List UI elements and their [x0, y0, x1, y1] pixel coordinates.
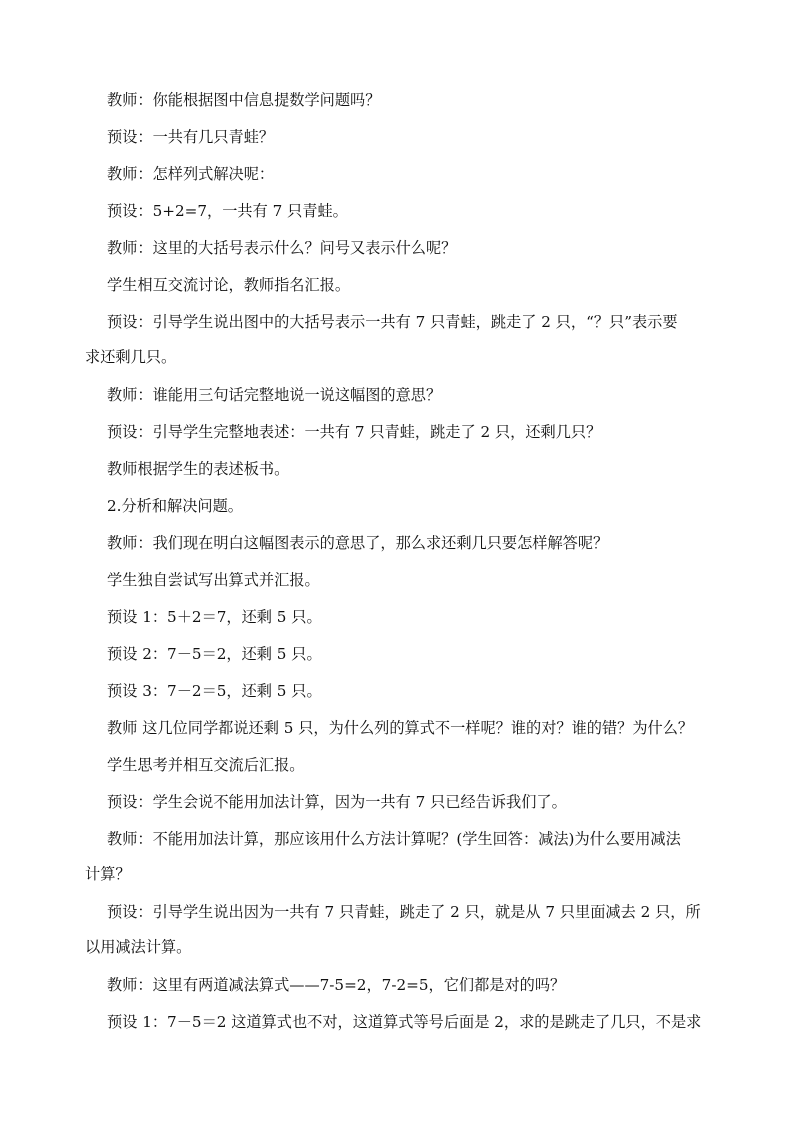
paragraph-preset-3-line-1: 预设：引导学生说出图中的大括号表示一共有 7 只青蛙，跳走了 2 只，“？只”表示要: [107, 313, 678, 331]
paragraph-teacher-question-4: 教师：谁能用三句话完整地说一说这幅图的意思？: [107, 386, 442, 404]
paragraph-preset-6-line-1: 预设：引导学生说出因为一共有 7 只青蛙，跳走了 2 只，就是从 7 只里面减去 2 只，所: [107, 903, 701, 921]
paragraph-preset-option-1: 预设 1：5＋2＝7，还剩 5 只。: [107, 608, 322, 626]
paragraph-preset-4: 预设：引导学生完整地表述：一共有 7 只青蛙，跳走了 2 只，还剩几只？: [107, 423, 602, 441]
paragraph-preset-option-2: 预设 2：7－5＝2，还剩 5 只。: [107, 645, 322, 663]
paragraph-student-report: 学生思考并相互交流后汇报。: [107, 756, 305, 774]
paragraph-student-try: 学生独自尝试写出算式并汇报。: [107, 571, 320, 589]
paragraph-preset-5: 预设：学生会说不能用加法计算，因为一共有 7 只已经告诉我们了。: [107, 793, 567, 811]
section-heading-analyze: 2.分析和解决问题。: [107, 497, 243, 515]
paragraph-preset-2: 预设：5+2=7，一共有 7 只青蛙。: [107, 202, 348, 220]
paragraph-preset-3-line-2: 求还剩几只。: [85, 348, 177, 366]
paragraph-teacher-question-5: 教师：我们现在明白这幅图表示的意思了，那么求还剩几只要怎样解答呢？: [107, 534, 609, 552]
paragraph-teacher-board: 教师根据学生的表述板书。: [107, 460, 290, 478]
paragraph-teacher-question-3: 教师：这里的大括号表示什么？问号又表示什么呢？: [107, 239, 457, 257]
paragraph-teacher-question-7-line-2: 计算？: [85, 865, 131, 883]
paragraph-teacher-question-1: 教师：你能根据图中信息提数学问题吗？: [107, 91, 381, 109]
paragraph-preset-6-line-2: 以用减法计算。: [85, 938, 192, 956]
paragraph-teacher-question-6: 教师 这几位同学都说还剩 5 只，为什么列的算式不一样呢？谁的对？谁的错？为什么？: [107, 719, 694, 737]
paragraph-teacher-question-7-line-1: 教师：不能用加法计算，那应该用什么方法计算呢？(学生回答：减法)为什么要用减法: [107, 830, 681, 848]
paragraph-student-discussion: 学生相互交流讨论，教师指名汇报。: [107, 276, 350, 294]
paragraph-preset-1: 预设：一共有几只青蛙？: [107, 128, 275, 146]
paragraph-teacher-question-8: 教师：这里有两道减法算式——7-5=2，7-2=5，它们都是对的吗？: [107, 976, 566, 994]
paragraph-preset-option-3: 预设 3：7－2＝5，还剩 5 只。: [107, 682, 322, 700]
paragraph-preset-7: 预设 1：7－5＝2 这道算式也不对，这道算式等号后面是 2，求的是跳走了几只，不是求: [107, 1013, 702, 1031]
paragraph-teacher-question-2: 教师：怎样列式解决呢：: [107, 165, 275, 183]
